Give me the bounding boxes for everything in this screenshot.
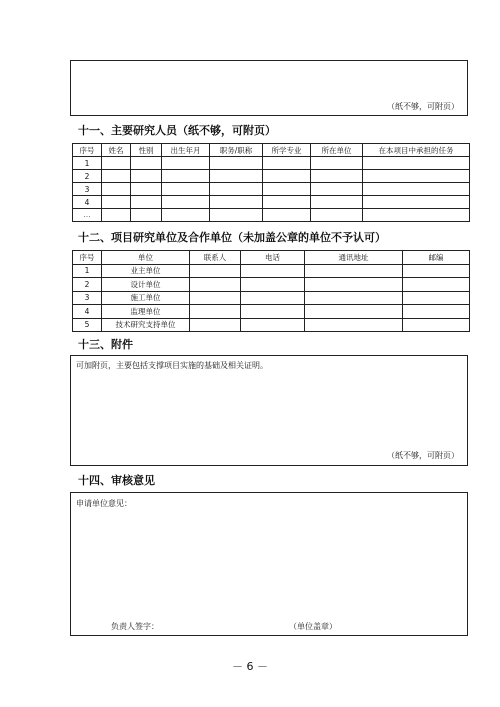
seal-label: （单位盖章） — [289, 622, 337, 631]
section-14-heading: 十四、审核意见 — [78, 474, 155, 487]
signature-label: 负责人签字： — [111, 622, 159, 631]
row-number: 2 — [73, 278, 102, 292]
row-number: 5 — [73, 318, 102, 332]
applicant-opinion-label: 申请单位意见： — [76, 499, 132, 508]
header-cell: 单位 — [102, 251, 190, 265]
table-row — [73, 157, 470, 170]
review-opinion-box[interactable] — [70, 492, 468, 636]
header-cell: 电话 — [241, 251, 305, 265]
table-row — [73, 170, 470, 183]
row-number: … — [73, 209, 102, 222]
header-cell: 职务/职称 — [210, 144, 263, 157]
table-row — [73, 291, 470, 305]
table-header-row — [73, 251, 470, 265]
attach-note: （纸不够，可附页） — [387, 451, 459, 460]
header-cell: 出生年月 — [162, 144, 210, 157]
section-13-heading: 十三、附件 — [78, 338, 133, 351]
header-cell: 所学专业 — [263, 144, 311, 157]
row-number: 3 — [73, 183, 102, 196]
header-cell: 联系人 — [190, 251, 241, 265]
units-table — [72, 250, 470, 332]
unit-name: 设计单位 — [102, 278, 190, 292]
unit-name: 业主单位 — [102, 264, 190, 278]
row-number: 4 — [73, 305, 102, 319]
header-cell: 通讯地址 — [305, 251, 403, 265]
header-cell: 姓名 — [102, 144, 131, 157]
unit-name: 技术研究支持单位 — [102, 318, 190, 332]
table-row — [73, 278, 470, 292]
section-12-heading: 十二、项目研究单位及合作单位（未加盖公章的单位不予认可） — [78, 231, 386, 244]
unit-name: 施工单位 — [102, 291, 190, 305]
attach-note: （纸不够，可附页） — [387, 102, 459, 111]
table-row — [73, 196, 470, 209]
row-number: 3 — [73, 291, 102, 305]
top-continuation-box — [70, 60, 468, 116]
header-cell: 在本项目中承担的任务 — [363, 144, 470, 157]
table-row — [73, 305, 470, 319]
row-number: 1 — [73, 264, 102, 278]
header-cell: 邮编 — [403, 251, 470, 265]
row-number: 2 — [73, 170, 102, 183]
table-row — [73, 183, 470, 196]
header-cell: 性别 — [131, 144, 162, 157]
section-11-heading: 十一、主要研究人员（纸不够，可附页） — [78, 124, 276, 137]
row-number: 4 — [73, 196, 102, 209]
attachment-instructions: 可加附页，主要包括支撑项目实施的基础及相关证明。 — [76, 361, 268, 370]
row-number: 1 — [73, 157, 102, 170]
header-cell: 所在单位 — [311, 144, 363, 157]
table-row — [73, 264, 470, 278]
header-cell: 序号 — [73, 251, 102, 265]
header-cell: 序号 — [73, 144, 102, 157]
table-row — [73, 209, 470, 222]
attachment-box[interactable] — [70, 355, 468, 466]
table-header-row — [73, 144, 470, 157]
table-row — [73, 318, 470, 332]
researchers-table — [72, 143, 470, 222]
unit-name: 监理单位 — [102, 305, 190, 319]
page-number: － 6 － — [232, 660, 268, 673]
